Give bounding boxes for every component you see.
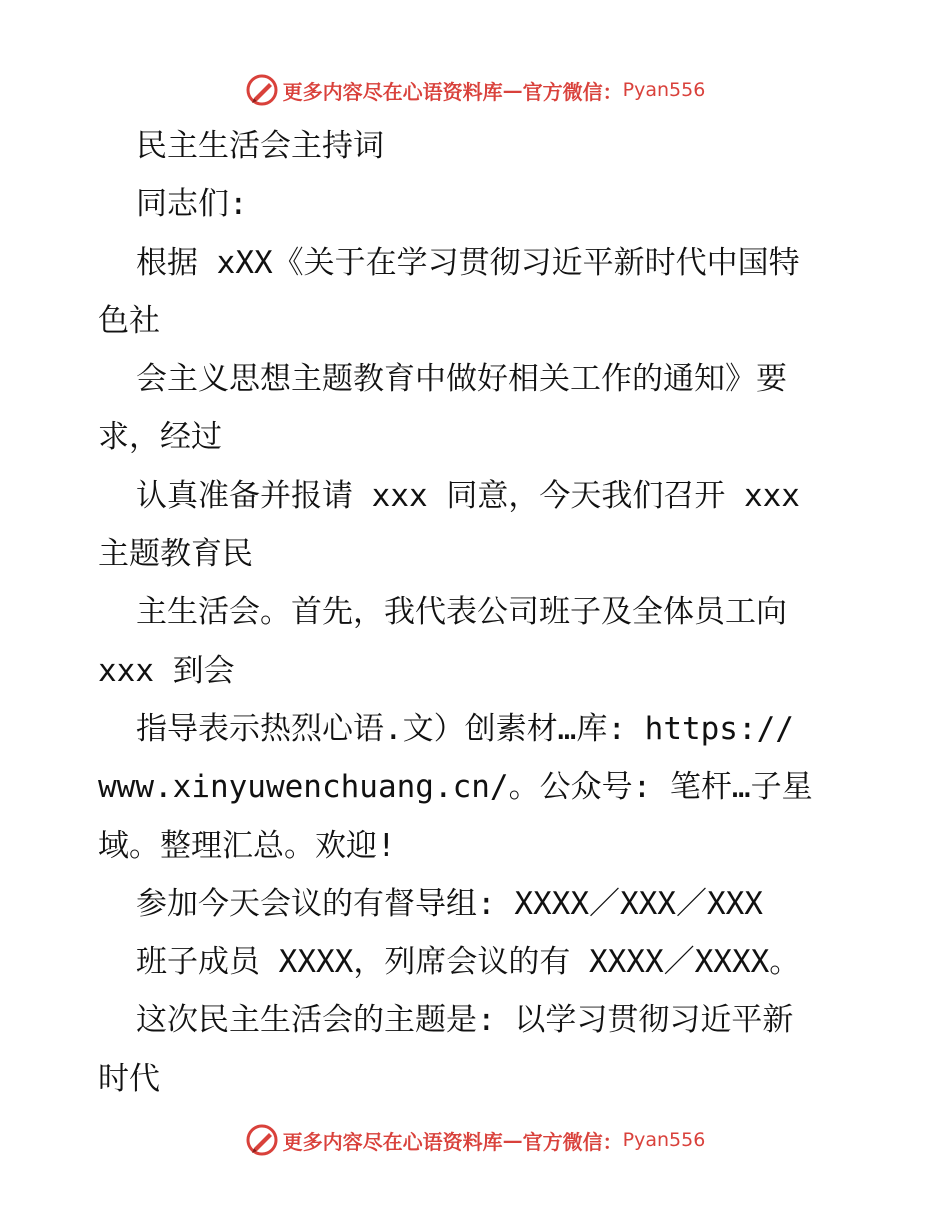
header-wechat-id: Pyan556	[622, 79, 706, 101]
paragraph-line: 主生活会。首先，我代表公司班子及全体员工向	[136, 594, 787, 631]
header-wechat-label: 官方微信：	[522, 79, 623, 104]
pen-logo-icon	[245, 1123, 279, 1157]
header-site-text: 更多内容尽在心语资料库	[282, 79, 503, 104]
footer-banner	[0, 1120, 950, 1160]
footer-site-text: 更多内容尽在心语资料库	[282, 1129, 503, 1154]
footer-wechat-id: Pyan556	[622, 1129, 706, 1151]
document-body	[98, 117, 858, 1108]
footer-dash: —	[502, 1128, 523, 1152]
paragraph-line: 班子成员 XXXX，列席会议的有 XXXX／XXXX。	[136, 944, 801, 981]
salutation: 同志们:	[136, 186, 248, 223]
header-dash: —	[502, 78, 523, 102]
paragraph-line: 主题教育民	[98, 536, 253, 573]
pen-logo-icon	[245, 73, 279, 107]
paragraph-line: 参加今天会议的有督导组: XXXX／XXX／XXX	[136, 885, 763, 922]
paragraph-line: www.xinyuwenchuang.cn/。公众号: 笔杆…子星	[98, 769, 813, 806]
paragraph-line: 色社	[98, 302, 160, 339]
paragraph-line: 指导表示热烈心语.文）创素材…库: https://	[136, 710, 794, 747]
paragraph-line: 这次民主生活会的主题是: 以学习贯彻习近平新	[136, 1002, 794, 1039]
header-banner	[0, 70, 950, 110]
paragraph-line: 根据 xXX《关于在学习贯彻习近平新时代中国特	[136, 244, 800, 281]
paragraph-line: 求，经过	[98, 419, 222, 456]
paragraph-line: 时代	[98, 1060, 160, 1097]
footer-wechat-label: 官方微信：	[522, 1129, 623, 1154]
paragraph-line: 会主义思想主题教育中做好相关工作的通知》要	[136, 361, 787, 398]
document-title: 民主生活会主持词	[136, 128, 384, 164]
paragraph-line: xxx 到会	[98, 652, 235, 689]
paragraph-line: 认真准备并报请 xxx 同意，今天我们召开 xxx	[136, 477, 800, 514]
paragraph-line: 域。整理汇总。欢迎!	[98, 827, 396, 864]
